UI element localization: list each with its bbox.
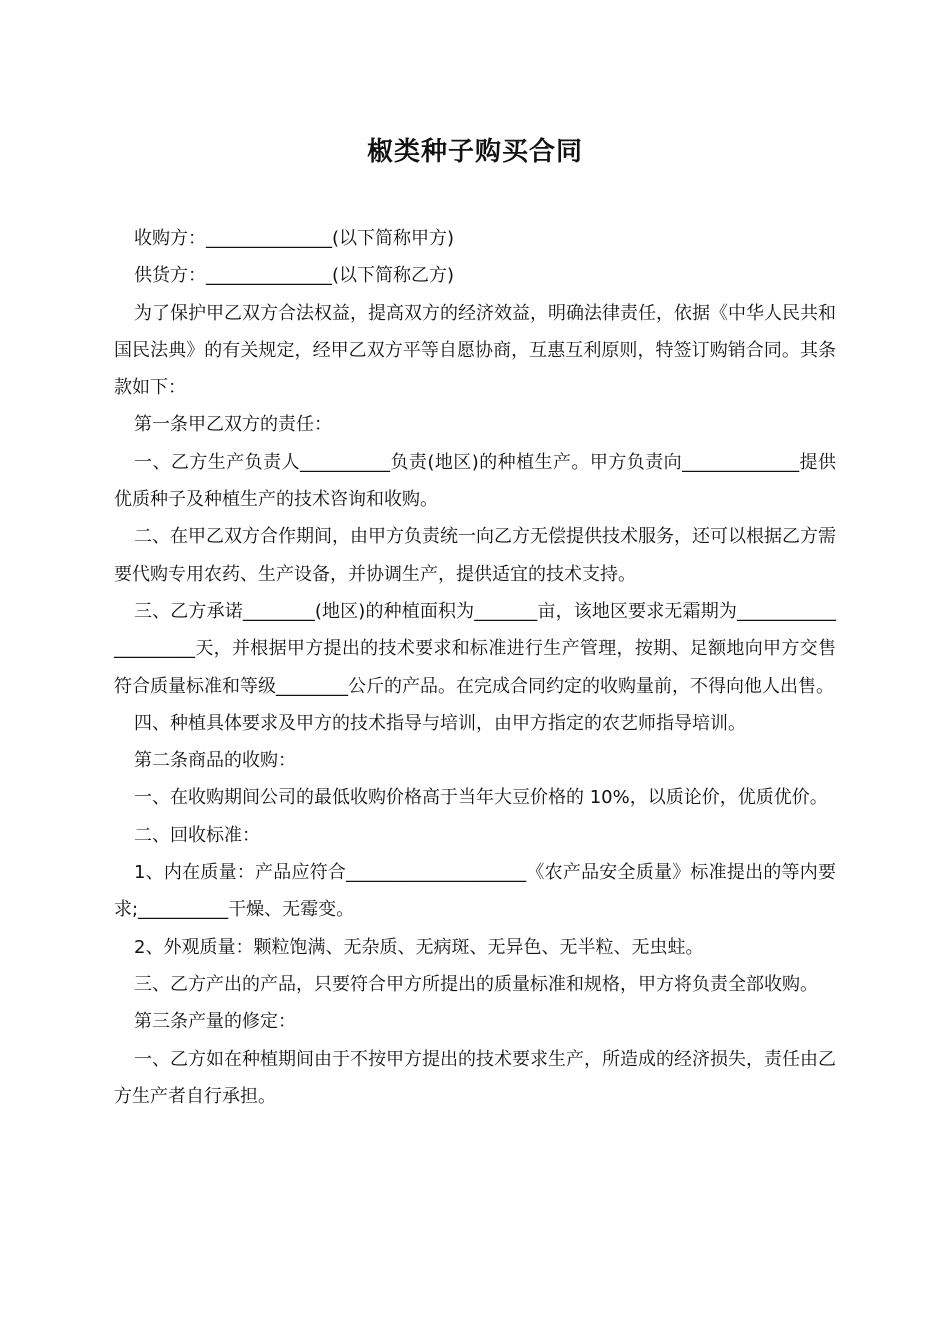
article-2-sub-2: 2、外观质量：颗粒饱满、无杂质、无病斑、无异色、无半粒、无虫蛀。 [134,936,704,958]
article-2-item-3: 三、乙方产出的产品，只要符合甲方所提出的质量标准和规格，甲方将负责全部收购。 [134,973,818,995]
article-1-item-3: 三、乙方承诺________(地区)的种植面积为_______亩，该地区要求无霜期为____________________天，并根据甲方提出的技术要求和标准进行生产管理，按期、足额地向甲方交售符合质量标准和等级________公斤的产品。在完成合同约定的收购量前，不得向他人出售。 [114,600,836,697]
article-1-heading: 第一条甲乙双方的责任： [134,414,332,436]
article-1-item-4: 四、种植具体要求及甲方的技术指导与培训，由甲方指定的农艺师指导培训。 [134,712,746,734]
article-1-item-1: 一、乙方生产负责人__________负责(地区)的种植生产。甲方负责向_____________提供优质种子及种植生产的技术咨询和收购。 [114,451,836,511]
article-2-heading: 第二条商品的收购： [134,750,296,772]
article-2-item-2: 二、回收标准： [134,824,260,846]
document-body [114,220,836,1115]
article-2-item-1: 一、在收购期间公司的最低收购价格高于当年大豆价格的 10%，以质论价，优质优价。 [134,787,828,809]
supplier-line: 供货方：______________(以下简称乙方) [134,265,455,287]
article-3-heading: 第三条产量的修定： [134,1011,296,1033]
document-title: 椒类种子购买合同 [366,137,583,167]
article-2-sub-1: 1、内在质量：产品应符合____________________《农产品安全质量》标准提出的等内要求;__________干燥、无霉变。 [114,862,836,921]
preamble-paragraph: 为了保护甲乙双方合法权益，提高双方的经济效益，明确法律责任，依据《中华人民共和国民法典》的有关规定，经甲乙双方平等自愿协商，互惠互利原则，特签订购销合同。其条款如下： [114,302,836,399]
article-1-item-2: 二、在甲乙双方合作期间，由甲方负责统一向乙方无偿提供技术服务，还可以根据乙方需要代购专用农药、生产设备，并协调生产，提供适宜的技术支持。 [114,526,836,585]
buyer-line: 收购方：______________(以下简称甲方) [134,228,455,249]
article-3-item-1: 一、乙方如在种植期间由于不按甲方提出的技术要求生产，所造成的经济损失，责任由乙方生产者自行承担。 [114,1048,836,1107]
